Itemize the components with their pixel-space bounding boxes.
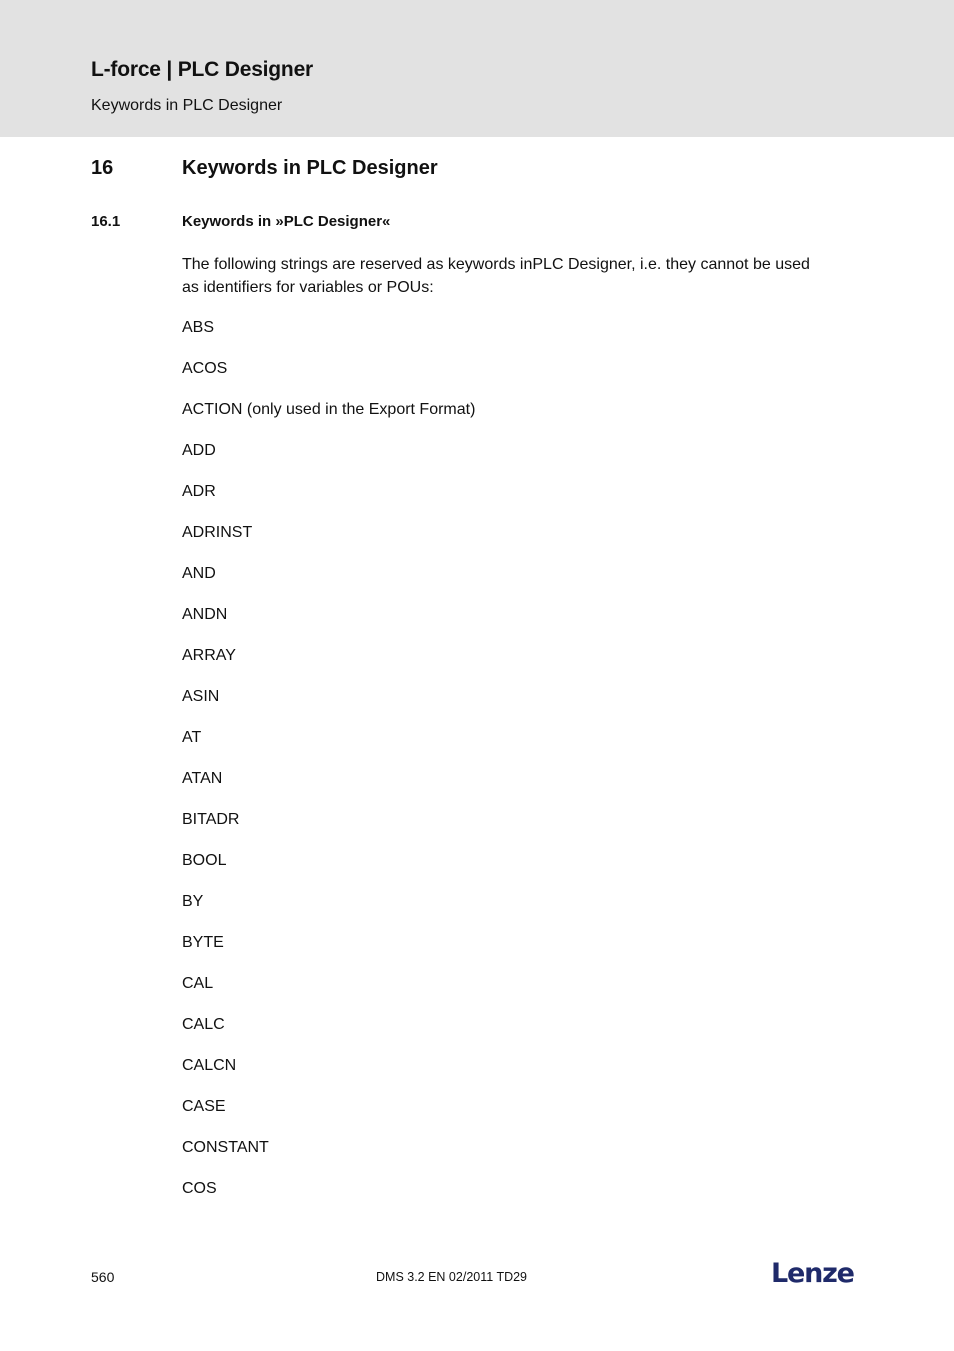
keyword-item: ACTION (only used in the Export Format) bbox=[182, 401, 476, 418]
keyword-item: CALCN bbox=[182, 1057, 237, 1074]
keyword-item: BY bbox=[182, 893, 204, 910]
section-number: 16.1 bbox=[91, 213, 121, 230]
chapter-number: 16 bbox=[91, 157, 114, 179]
keyword-item: ADRINST bbox=[182, 524, 253, 541]
document-title: L-force | PLC Designer bbox=[91, 58, 314, 81]
keyword-item: ASIN bbox=[182, 688, 220, 705]
keyword-item: ADR bbox=[182, 483, 216, 500]
document-code: DMS 3.2 EN 02/2011 TD29 bbox=[376, 1270, 528, 1284]
keyword-item: CAL bbox=[182, 975, 214, 992]
keyword-item: CASE bbox=[182, 1098, 226, 1115]
keyword-item: CALC bbox=[182, 1016, 225, 1033]
document-subtitle: Keywords in PLC Designer bbox=[91, 97, 283, 114]
chapter-title: Keywords in PLC Designer bbox=[182, 157, 438, 179]
keyword-item: BYTE bbox=[182, 934, 224, 951]
keyword-item: ACOS bbox=[182, 360, 228, 377]
keyword-item: BOOL bbox=[182, 852, 227, 869]
header-band bbox=[0, 0, 954, 137]
keyword-item: ANDN bbox=[182, 606, 228, 623]
keyword-item: ATAN bbox=[182, 770, 223, 787]
keyword-item: ADD bbox=[182, 442, 216, 459]
keyword-item: COS bbox=[182, 1180, 217, 1197]
section-title: Keywords in »PLC Designer« bbox=[182, 213, 391, 230]
intro-paragraph: The following strings are reserved as keywords inPLC Designer, i.e. they cannot be used as identifiers for variables or POUs: bbox=[182, 256, 810, 296]
keyword-item: ABS bbox=[182, 319, 215, 336]
page-number: 560 bbox=[91, 1269, 115, 1285]
keyword-item: CONSTANT bbox=[182, 1139, 269, 1156]
keyword-item: AND bbox=[182, 565, 216, 582]
keyword-item: BITADR bbox=[182, 811, 240, 828]
keyword-item: ARRAY bbox=[182, 647, 236, 664]
lenze-logo: Lenze bbox=[771, 1258, 854, 1289]
keyword-item: AT bbox=[182, 729, 202, 746]
keyword-list bbox=[182, 317, 475, 1219]
